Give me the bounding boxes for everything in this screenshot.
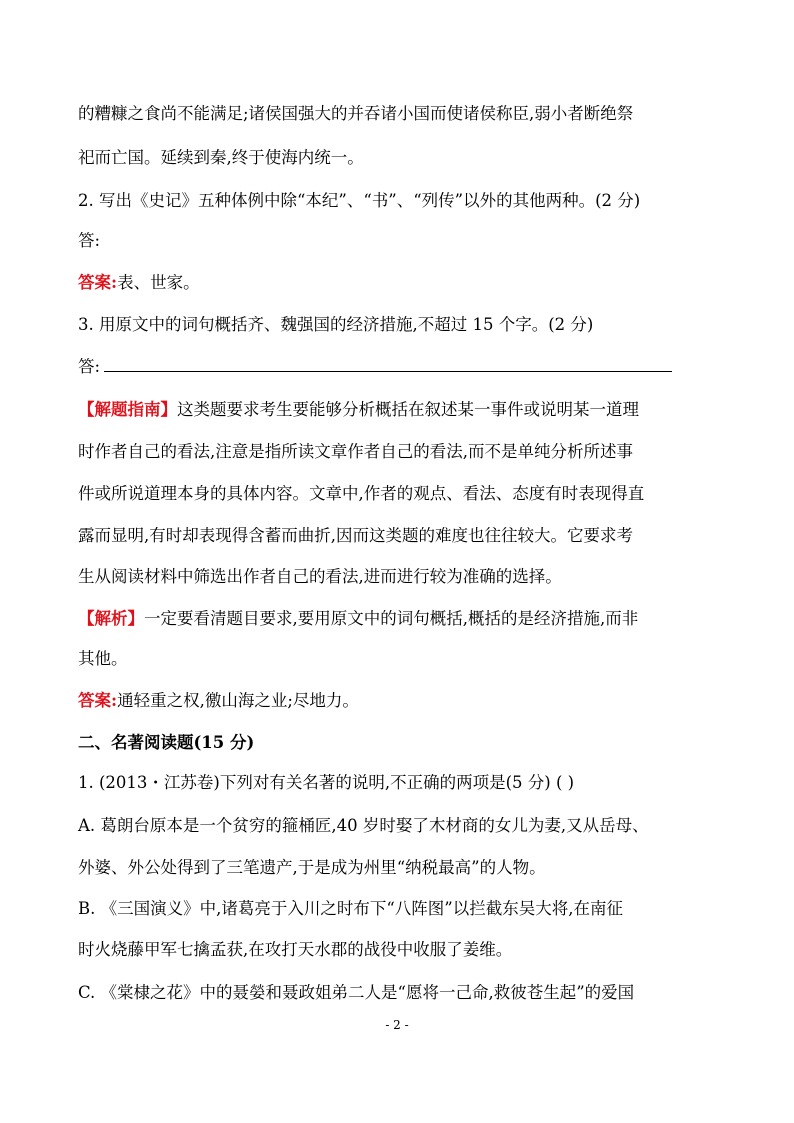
option-c: C. 《棠棣之花》中的聂嫈和聂政姐弟二人是“愿将一己命,救彼苍生起”的爱国: [78, 983, 635, 1002]
answer-blank: [104, 355, 672, 372]
text-line: 露而显明,有时却表现得含蓄而曲折,因而这类题的难度也往往较大。它要求考: [78, 526, 633, 545]
answer-line: [78, 690, 718, 712]
answer-label: 答案:: [78, 273, 118, 292]
text-line: 祀而亡国。延续到秦,终于使海内统一。: [78, 148, 364, 167]
text-line: 外婆、外公处得到了三笔遗产,于是成为州里“纳税最高”的人物。: [78, 858, 546, 877]
analysis-line: [78, 608, 718, 630]
text-line: 时火烧藤甲军七擒孟获,在攻打天水郡的战役中收服了姜维。: [78, 940, 513, 959]
guide-line: [78, 399, 718, 421]
option-a: A. 葛朗台原本是一个贫穷的箍桶匠,40 岁时娶了木材商的女儿为妻,又从岳母、: [78, 816, 649, 835]
text-line: 的糟糠之食尚不能满足;诸侯国强大的并吞诸小国而使诸侯称臣,弱小者断绝祭: [78, 104, 634, 123]
page-number: - 2 -: [385, 1018, 409, 1032]
analysis-label: 【解析】: [78, 609, 144, 628]
section-heading: 二、名著阅读题(15 分): [78, 733, 255, 752]
answer-label: 答案:: [78, 691, 118, 710]
guide-label: 【解题指南】: [78, 400, 177, 419]
text-line: 时作者自己的看法,注意是指所读文章作者自己的看法,而不是单纯分析所述事: [78, 442, 633, 461]
question-3: 3. 用原文中的词句概括齐、魏强国的经济措施,不超过 15 个字。(2 分): [78, 315, 594, 334]
guide-text: 这类题要求考生要能够分析概括在叙述某一事件或说明某一道理: [177, 400, 639, 419]
answer-prompt-line: [78, 355, 718, 378]
answer-line: [78, 272, 718, 294]
text-line: 件或所说道理本身的具体内容。文章中,作者的观点、看法、态度有时表现得直: [78, 484, 645, 503]
text-line: 其他。: [78, 649, 128, 668]
text-line: 生从阅读材料中筛选出作者自己的看法,进而进行较为准确的选择。: [78, 567, 562, 586]
answer-prompt: 答:: [78, 357, 101, 376]
analysis-text: 一定要看清题目要求,要用原文中的词句概括,概括的是经济措施,而非: [144, 609, 639, 628]
answer-text: 表、世家。: [117, 273, 200, 292]
question-2: 2. 写出《史记》五种体例中除“本纪”、“书”、“列传”以外的其他两种。(2 分): [78, 191, 641, 210]
answer-prompt: 答:: [78, 231, 101, 250]
answer-text: 通轻重之权,徼山海之业;尽地力。: [117, 691, 359, 710]
question-1: 1. (2013・江苏卷)下列对有关名著的说明,不正确的两项是(5 分) ( ): [78, 773, 575, 792]
option-b: B. 《三国演义》中,诸葛亮于入川之时布下“八阵图”以拦截东吴大将,在南征: [78, 899, 623, 918]
